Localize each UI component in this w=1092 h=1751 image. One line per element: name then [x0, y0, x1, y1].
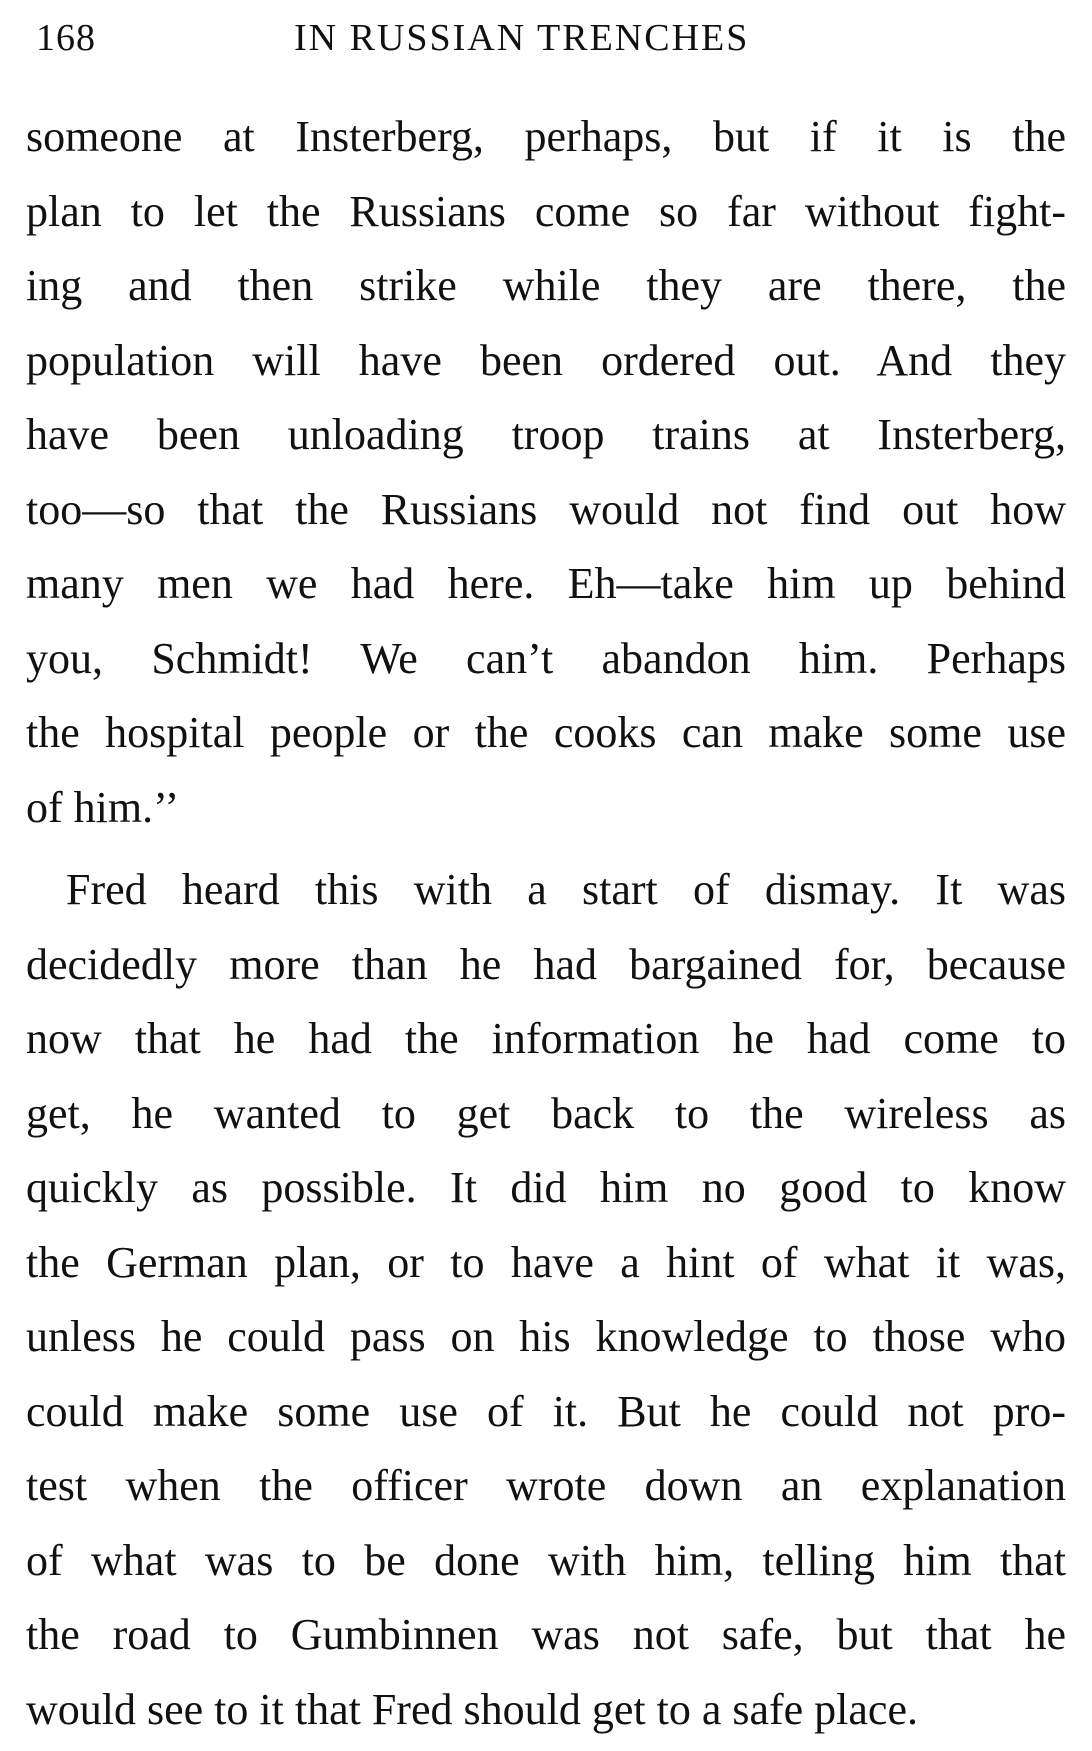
text-line: population will have been ordered out. And they [26, 335, 1066, 385]
paragraph-gap [26, 845, 1066, 853]
text-line: ing and then strike while they are there, the [26, 261, 1066, 310]
text-line: of what was to be done with him, telling him that [26, 1535, 1066, 1585]
text-line: someone at Insterberg, perhaps, but if it is the [26, 112, 1066, 161]
text-line: unless he could pass on his knowledge to those who [26, 1312, 1066, 1361]
text-line: have been unloading troop trains at Insterberg, [26, 410, 1066, 459]
text-line: test when the officer wrote down an explanation [26, 1461, 1066, 1510]
text-line: get, he wanted to get back to the wireless as [26, 1088, 1066, 1138]
text-line: Fred heard this with a start of dismay. It was [66, 865, 1066, 914]
running-title: IN RUSSIAN TRENCHES [294, 17, 750, 59]
text-line: too—so that the Russians would not find out how [26, 484, 1066, 534]
text-line: the German plan, or to have a hint of what it was, [26, 1237, 1066, 1287]
text-line: now that he had the information he had come to [26, 1014, 1066, 1063]
running-head [26, 12, 1066, 72]
text-line: plan to let the Russians come so far without fight- [26, 186, 1066, 236]
paragraph-1 [26, 100, 1066, 845]
page-number: 168 [36, 17, 96, 59]
text-line: of him.’’ [26, 782, 180, 832]
body-text [26, 100, 1066, 1747]
text-line: the hospital people or the cooks can make some use [26, 708, 1066, 757]
text-line: decidedly more than he had bargained for, because [26, 939, 1066, 989]
text-line: the road to Gumbinnen was not safe, but that he [26, 1610, 1066, 1659]
text-line: would see to it that Fred should get to a safe place. [26, 1684, 918, 1734]
text-line: could make some use of it. But he could not pro- [26, 1386, 1066, 1436]
text-line: many men we had here. Eh—take him up behind [26, 559, 1066, 608]
paragraph-2 [26, 853, 1066, 1747]
text-line: you, Schmidt! We can’t abandon him. Perhaps [26, 633, 1066, 683]
text-line: quickly as possible. It did him no good to know [26, 1163, 1066, 1212]
